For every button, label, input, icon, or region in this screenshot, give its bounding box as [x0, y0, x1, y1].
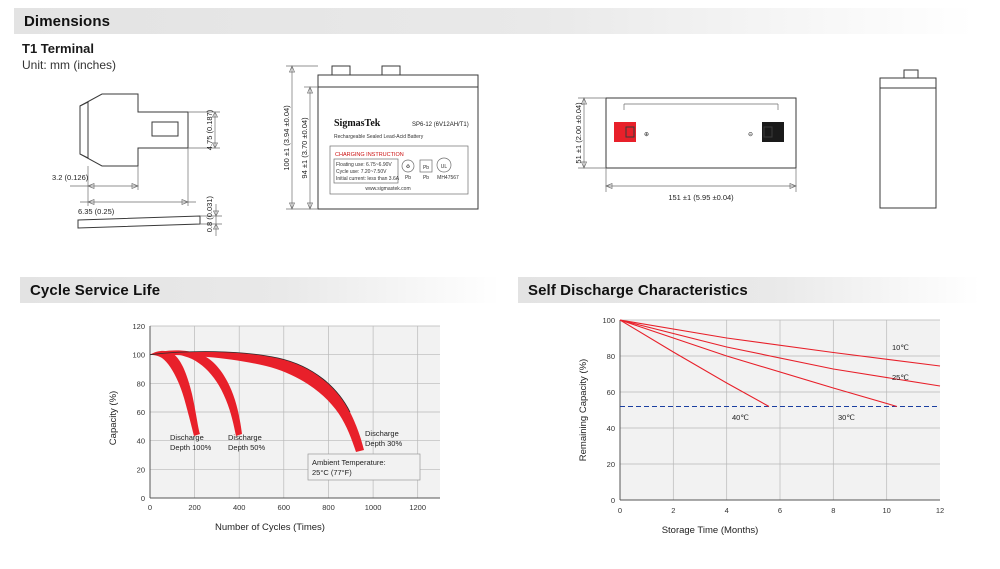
battery-brand: SigmasTek — [334, 118, 381, 129]
cycle-x-ticks — [148, 503, 426, 512]
svg-text:MH47567: MH47567 — [437, 175, 459, 181]
svg-text:Depth 50%: Depth 50% — [228, 443, 266, 452]
self-ylabel: Remaining Capacity (%) — [578, 358, 589, 462]
label-30c: 30℃ — [838, 413, 855, 422]
svg-text:Pb: Pb — [404, 175, 412, 181]
label-40c: 40℃ — [732, 413, 749, 422]
charging-line-3: Initial current: less than 3.6A — [336, 176, 400, 182]
svg-text:12: 12 — [935, 506, 945, 515]
svg-text:8: 8 — [831, 506, 836, 515]
svg-text:20: 20 — [606, 460, 615, 469]
svg-text:UL: UL — [440, 164, 448, 170]
chart-self-discharge — [520, 308, 980, 548]
svg-text:200: 200 — [188, 503, 201, 512]
svg-text:2: 2 — [671, 506, 676, 515]
dim-total-height: 100 ±1 (3.94 ±0.04) — [282, 105, 291, 171]
section-title-cycle-service-life: Cycle Service Life — [30, 281, 161, 299]
svg-text:60: 60 — [606, 388, 615, 397]
charging-line-1: Floating use: 6.75~6.90V — [336, 162, 392, 168]
svg-text:20: 20 — [136, 465, 145, 475]
battery-front-view — [272, 62, 532, 227]
svg-text:25°C (77°F): 25°C (77°F) — [312, 468, 352, 477]
battery-type: Rechargeable Sealed Lead-Acid Battery — [334, 134, 424, 140]
svg-text:4: 4 — [724, 506, 729, 515]
svg-text:Discharge: Discharge — [170, 433, 204, 442]
dim-length: 151 ±1 (5.95 ±0.04) — [668, 193, 734, 202]
svg-text:60: 60 — [136, 408, 145, 417]
label-10c: 10℃ — [892, 343, 909, 352]
svg-text:40: 40 — [136, 436, 145, 446]
cycle-xlabel: Number of Cycles (Times) — [215, 522, 325, 533]
section-header-dimensions — [14, 8, 974, 34]
svg-text:Depth 100%: Depth 100% — [170, 443, 212, 452]
section-header-self-discharge — [518, 277, 980, 303]
svg-text:1000: 1000 — [364, 503, 382, 512]
dim-terminal-width-b: 3.2 (0.126) — [52, 173, 89, 182]
battery-website: www.sigmastek.com — [365, 186, 411, 192]
battery-top-view — [566, 80, 826, 220]
svg-text:80: 80 — [606, 352, 615, 361]
dim-terminal-thickness: 0.8 (0.031) — [205, 196, 214, 233]
charging-instruction-title: CHARGING INSTRUCTION — [335, 152, 404, 158]
chart-cycle-service-life — [20, 308, 490, 548]
svg-text:600: 600 — [277, 503, 291, 512]
terminal-drawing — [40, 78, 260, 263]
svg-text:100: 100 — [132, 350, 145, 360]
svg-text:Pb: Pb — [422, 175, 430, 181]
self-y-ticks — [602, 316, 615, 505]
dim-terminal-height: 4.75 (0.187) — [205, 109, 214, 151]
svg-text:10: 10 — [882, 506, 891, 515]
svg-text:Ambient Temperature:: Ambient Temperature: — [312, 458, 386, 467]
cycle-y-ticks — [132, 322, 145, 503]
charging-line-2: Cycle use: 7.20~7.50V — [336, 169, 387, 175]
svg-text:Discharge: Discharge — [228, 433, 262, 442]
self-x-ticks — [618, 506, 944, 515]
svg-text:⊕: ⊕ — [644, 132, 650, 138]
svg-text:0: 0 — [610, 496, 615, 505]
svg-text:40: 40 — [606, 424, 615, 433]
svg-text:Pb: Pb — [422, 165, 430, 171]
svg-text:0: 0 — [140, 494, 145, 503]
self-xlabel: Storage Time (Months) — [661, 525, 759, 536]
section-header-cycle-service-life — [20, 277, 500, 303]
unit-label: Unit: mm (inches) — [22, 58, 117, 72]
dim-depth: 51 ±1 (2.00 ±0.04) — [574, 102, 583, 164]
dim-case-height: 94 ±1 (3.70 ±0.04) — [300, 117, 309, 179]
svg-text:Discharge: Discharge — [365, 429, 399, 438]
svg-text:120: 120 — [132, 322, 145, 331]
terminal-type-title: T1 Terminal — [22, 41, 95, 56]
svg-text:100: 100 — [602, 316, 615, 325]
cycle-ylabel: Capacity (%) — [108, 390, 119, 446]
dim-terminal-width-a: 6.35 (0.25) — [78, 207, 115, 216]
svg-text:6: 6 — [777, 506, 783, 515]
section-title-self-discharge: Self Discharge Characteristics — [528, 281, 748, 299]
battery-model: SP6-12 (6V12AH/T1) — [412, 122, 469, 128]
svg-text:0: 0 — [147, 503, 153, 512]
battery-side-view — [858, 62, 968, 232]
svg-text:♻: ♻ — [405, 164, 411, 170]
svg-text:800: 800 — [322, 503, 335, 512]
svg-text:0: 0 — [617, 506, 623, 515]
label-25c: 25℃ — [892, 373, 909, 382]
svg-text:1200: 1200 — [409, 503, 427, 512]
svg-text:400: 400 — [232, 503, 246, 512]
svg-text:80: 80 — [136, 379, 145, 389]
section-title-dimensions: Dimensions — [24, 12, 111, 30]
svg-text:⊖: ⊖ — [748, 132, 754, 138]
svg-text:Depth 30%: Depth 30% — [365, 439, 403, 448]
